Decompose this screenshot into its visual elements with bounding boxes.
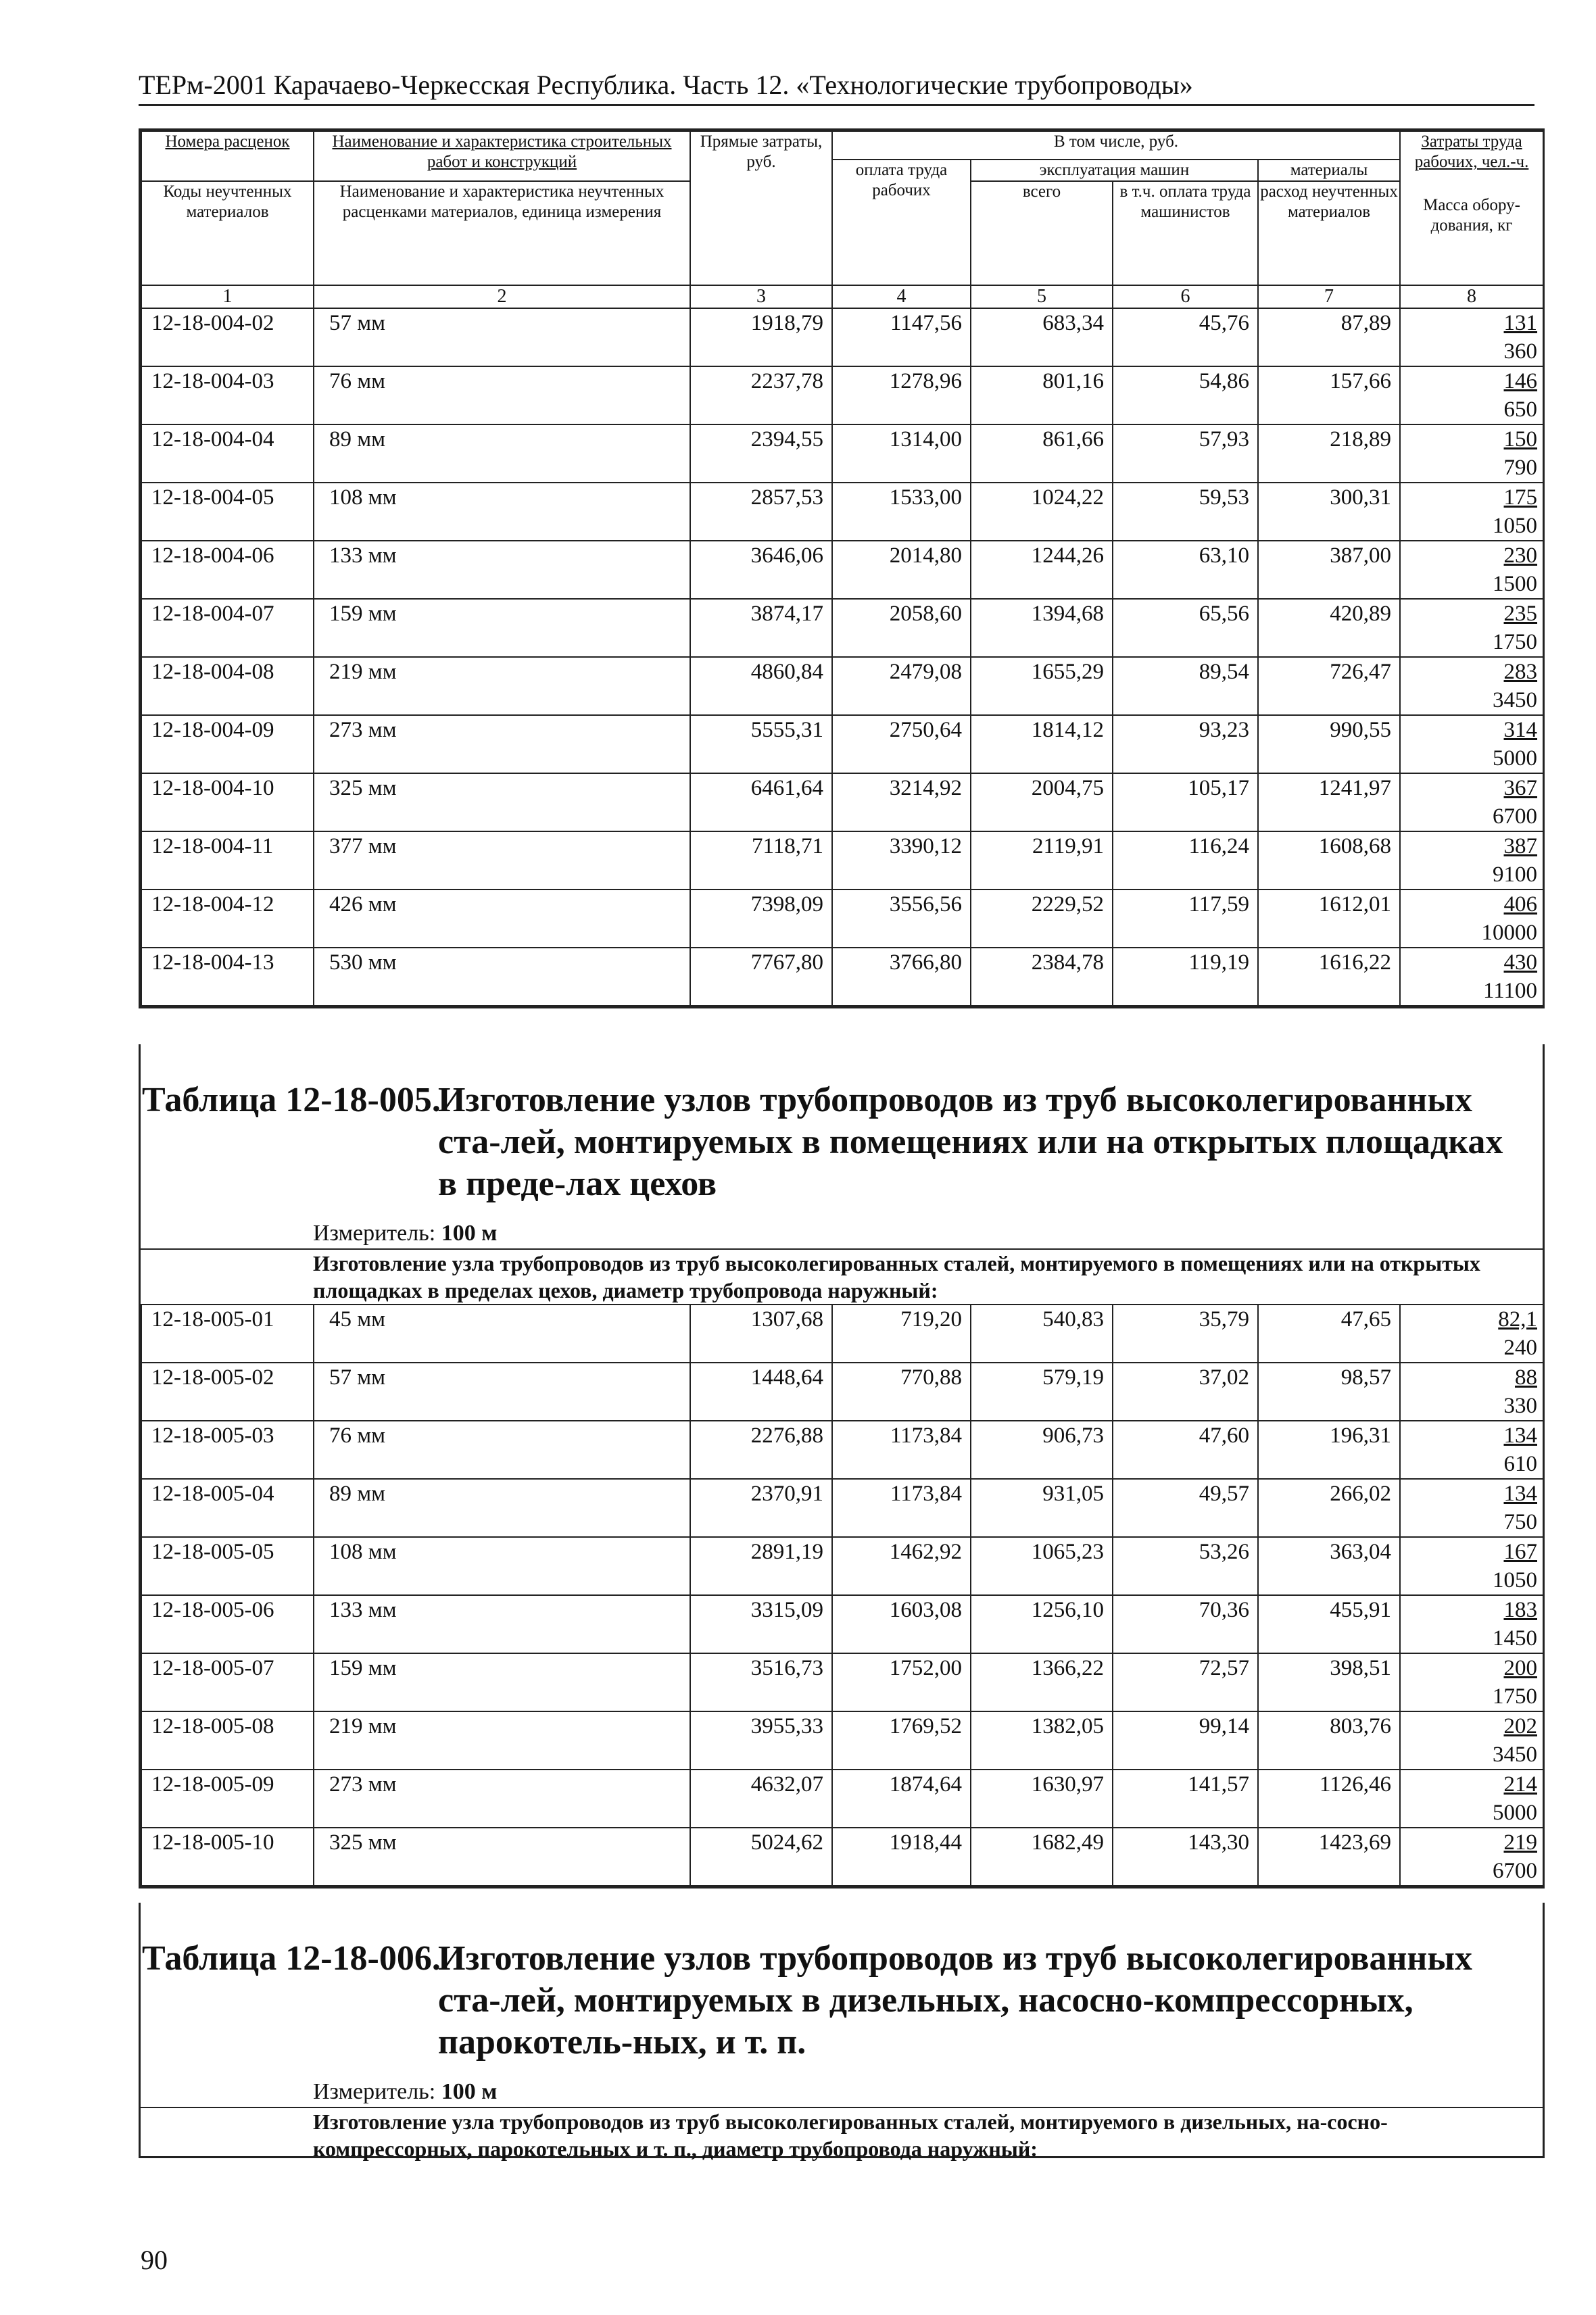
item-name: 76 мм [314, 366, 690, 424]
labor-mass-cell [1400, 599, 1543, 657]
item-name: 530 мм [314, 948, 690, 1006]
labor-mass-cell [1400, 424, 1543, 483]
direct-costs-value: 4860,84 [690, 657, 832, 715]
operator-pay-value: 70,36 [1113, 1595, 1258, 1653]
equipment-mass-value: 750 [1503, 1510, 1537, 1534]
labor-pay-value: 2058,60 [832, 599, 971, 657]
labor-mass-cell [1400, 1305, 1543, 1363]
item-name: 57 мм [314, 308, 690, 366]
labor-mass-cell [1400, 1363, 1543, 1421]
machines-total-value: 2119,91 [971, 831, 1113, 890]
rate-code: 12-18-005-03 [141, 1421, 314, 1479]
table-row [141, 948, 1543, 1006]
labor-pay-value: 1533,00 [832, 483, 971, 541]
machines-total-value: 683,34 [971, 308, 1113, 366]
labor-mass-cell [1400, 366, 1543, 424]
machines-total-value: 1256,10 [971, 1595, 1113, 1653]
operator-pay-value: 53,26 [1113, 1537, 1258, 1595]
table-row [141, 657, 1543, 715]
hdr-labor-pay: оплата труда рабочих [832, 160, 971, 285]
labor-hours-value: 150 [1503, 427, 1538, 452]
labor-mass-cell [1400, 1537, 1543, 1595]
machines-total-value: 1630,97 [971, 1770, 1113, 1828]
labor-mass-cell [1400, 1595, 1543, 1653]
labor-hours-value: 235 [1503, 602, 1538, 626]
materials-value: 1608,68 [1258, 831, 1400, 890]
machines-total-value: 1024,22 [971, 483, 1113, 541]
materials-value: 196,31 [1258, 1421, 1400, 1479]
labor-mass-cell [1400, 773, 1543, 831]
equipment-mass-value: 9100 [1493, 862, 1538, 887]
labor-hours-value: 283 [1503, 660, 1538, 684]
operator-pay-value: 116,24 [1113, 831, 1258, 890]
labor-hours-value: 134 [1503, 1423, 1537, 1448]
machines-total-value: 1655,29 [971, 657, 1113, 715]
direct-costs-value: 5024,62 [690, 1828, 832, 1886]
materials-value: 1616,22 [1258, 948, 1400, 1006]
labor-hours-value: 214 [1503, 1772, 1537, 1797]
machines-total-value: 1814,12 [971, 715, 1113, 773]
machines-total-value: 1394,68 [971, 599, 1113, 657]
rate-code: 12-18-005-01 [141, 1305, 314, 1363]
labor-pay-value: 1147,56 [832, 308, 971, 366]
equipment-mass-value: 1050 [1493, 514, 1538, 538]
hdr-materials: материалы [1258, 160, 1400, 181]
item-name: 108 мм [314, 1537, 690, 1595]
measure-label: Измеритель: [313, 1221, 436, 1246]
labor-hours-value: 183 [1503, 1598, 1537, 1622]
direct-costs-value: 3646,06 [690, 541, 832, 599]
labor-mass-cell [1400, 1828, 1543, 1886]
direct-costs-value: 7118,71 [690, 831, 832, 890]
labor-hours-value: 146 [1503, 369, 1538, 393]
item-name: 76 мм [314, 1421, 690, 1479]
materials-value: 726,47 [1258, 657, 1400, 715]
labor-pay-value: 1278,96 [832, 366, 971, 424]
operator-pay-value: 54,86 [1113, 366, 1258, 424]
item-name: 426 мм [314, 890, 690, 948]
operator-pay-value: 57,93 [1113, 424, 1258, 483]
equipment-mass-value: 1750 [1493, 630, 1538, 654]
table-row [141, 1537, 1543, 1595]
hdr-name-materials: Наименование и характеристика неучтенных расценками материалов, единица измерения [314, 181, 690, 285]
item-name: 89 мм [314, 424, 690, 483]
equipment-mass-value: 3450 [1493, 688, 1538, 712]
labor-pay-value: 719,20 [832, 1305, 971, 1363]
equipment-mass-value: 330 [1503, 1394, 1537, 1418]
equipment-mass-value: 1450 [1493, 1626, 1537, 1651]
operator-pay-value: 72,57 [1113, 1653, 1258, 1711]
hdr-labor-costs: Затраты труда рабочих, чел.-ч. [1414, 132, 1529, 171]
operator-pay-value: 143,30 [1113, 1828, 1258, 1886]
rate-code: 12-18-004-08 [141, 657, 314, 715]
rate-code: 12-18-005-09 [141, 1770, 314, 1828]
materials-value: 455,91 [1258, 1595, 1400, 1653]
hdr-equipment-mass: Масса обору-дования, кг [1423, 196, 1520, 235]
table-row [141, 1305, 1543, 1363]
labor-mass-cell [1400, 1653, 1543, 1711]
labor-hours-value: 387 [1503, 834, 1538, 858]
item-name: 273 мм [314, 1770, 690, 1828]
machines-total-value: 2004,75 [971, 773, 1113, 831]
labor-mass-cell [1400, 1421, 1543, 1479]
direct-costs-value: 3955,33 [690, 1711, 832, 1770]
labor-mass-cell [1400, 657, 1543, 715]
rate-code: 12-18-004-05 [141, 483, 314, 541]
item-name: 57 мм [314, 1363, 690, 1421]
machines-total-value: 906,73 [971, 1421, 1113, 1479]
direct-costs-value: 3315,09 [690, 1595, 832, 1653]
labor-hours-value: 200 [1503, 1656, 1537, 1680]
column-number: 8 [1400, 285, 1543, 308]
rate-code: 12-18-005-07 [141, 1653, 314, 1711]
operator-pay-value: 99,14 [1113, 1711, 1258, 1770]
table-row [141, 424, 1543, 483]
equipment-mass-value: 3450 [1493, 1743, 1537, 1767]
rate-code: 12-18-004-02 [141, 308, 314, 366]
labor-pay-value: 3390,12 [832, 831, 971, 890]
labor-pay-value: 1769,52 [832, 1711, 971, 1770]
machines-total-value: 801,16 [971, 366, 1113, 424]
labor-pay-value: 1752,00 [832, 1653, 971, 1711]
machines-total-value: 1682,49 [971, 1828, 1113, 1886]
table-12-18-005 [139, 1304, 1545, 1888]
labor-pay-value: 1603,08 [832, 1595, 971, 1653]
table-row [141, 308, 1543, 366]
table-number: Таблица 12-18-005. [142, 1081, 441, 1119]
column-number: 4 [832, 285, 971, 308]
table-row [141, 890, 1543, 948]
materials-value: 363,04 [1258, 1537, 1400, 1595]
labor-mass-cell [1400, 1770, 1543, 1828]
materials-value: 157,66 [1258, 366, 1400, 424]
equipment-mass-value: 610 [1503, 1452, 1537, 1476]
table-row [141, 1479, 1543, 1537]
running-header: ТЕРм-2001 Карачаево-Черкесская Республика. Часть 12. «Технологические трубопроводы» [139, 70, 1193, 100]
labor-hours-value: 202 [1503, 1714, 1537, 1738]
operator-pay-value: 105,17 [1113, 773, 1258, 831]
hdr-unaccounted-materials: расход неучтенных материалов [1258, 181, 1400, 285]
hdr-direct-costs: Прямые затраты, руб. [690, 131, 832, 285]
hdr-total: всего [971, 181, 1113, 285]
table-12-18-004 [139, 128, 1545, 1008]
labor-mass-cell [1400, 715, 1543, 773]
item-name: 89 мм [314, 1479, 690, 1537]
direct-costs-value: 1918,79 [690, 308, 832, 366]
rate-code: 12-18-005-06 [141, 1595, 314, 1653]
rate-code: 12-18-005-02 [141, 1363, 314, 1421]
labor-pay-value: 2014,80 [832, 541, 971, 599]
materials-value: 300,31 [1258, 483, 1400, 541]
labor-hours-value: 167 [1503, 1540, 1537, 1564]
table-row [141, 1595, 1543, 1653]
hdr-codes: Коды неучтенных материалов [141, 181, 314, 285]
table-row [141, 1421, 1543, 1479]
rate-code: 12-18-004-11 [141, 831, 314, 890]
labor-hours-value: 430 [1503, 950, 1538, 975]
materials-value: 1423,69 [1258, 1828, 1400, 1886]
materials-value: 1241,97 [1258, 773, 1400, 831]
table-title [141, 1938, 1543, 2064]
rate-code: 12-18-005-10 [141, 1828, 314, 1886]
labor-pay-value: 2479,08 [832, 657, 971, 715]
materials-value: 990,55 [1258, 715, 1400, 773]
item-name: 377 мм [314, 831, 690, 890]
hdr-labor-mass [1400, 131, 1543, 285]
rate-code: 12-18-004-12 [141, 890, 314, 948]
equipment-mass-value: 790 [1503, 456, 1538, 480]
labor-mass-cell [1400, 541, 1543, 599]
materials-value: 803,76 [1258, 1711, 1400, 1770]
operator-pay-value: 65,56 [1113, 599, 1258, 657]
labor-hours-value: 131 [1503, 311, 1538, 335]
labor-hours-value: 82,1 [1498, 1307, 1537, 1332]
table-row [141, 1711, 1543, 1770]
equipment-mass-value: 6700 [1493, 804, 1538, 829]
operator-pay-value: 93,23 [1113, 715, 1258, 773]
measure-value: 100 м [441, 1221, 498, 1246]
direct-costs-value: 1448,64 [690, 1363, 832, 1421]
operator-pay-value: 141,57 [1113, 1770, 1258, 1828]
table-row [141, 1828, 1543, 1886]
operator-pay-value: 47,60 [1113, 1421, 1258, 1479]
item-name: 45 мм [314, 1305, 690, 1363]
equipment-mass-value: 6700 [1493, 1859, 1537, 1883]
materials-value: 98,57 [1258, 1363, 1400, 1421]
table-row [141, 599, 1543, 657]
table-number: Таблица 12-18-006. [142, 1939, 441, 1978]
item-name: 273 мм [314, 715, 690, 773]
equipment-mass-value: 360 [1503, 339, 1538, 364]
machines-total-value: 540,83 [971, 1305, 1113, 1363]
rate-code: 12-18-004-03 [141, 366, 314, 424]
labor-mass-cell [1400, 1711, 1543, 1770]
labor-mass-cell [1400, 948, 1543, 1006]
equipment-mass-value: 650 [1503, 397, 1538, 422]
direct-costs-value: 2394,55 [690, 424, 832, 483]
item-name: 159 мм [314, 599, 690, 657]
labor-hours-value: 175 [1503, 485, 1538, 510]
materials-value: 1612,01 [1258, 890, 1400, 948]
labor-pay-value: 3766,80 [832, 948, 971, 1006]
header-rule [139, 104, 1534, 106]
column-number: 1 [141, 285, 314, 308]
table-heading: Изготовление узлов трубопроводов из труб высоколегированных ста-лей, монтируемых в дизельных, насосно-компрессорных, парокотель-ных, и т. п. [438, 1939, 1472, 2062]
column-numbers-row [141, 285, 1543, 308]
materials-value: 87,89 [1258, 308, 1400, 366]
labor-mass-cell [1400, 1479, 1543, 1537]
operator-pay-value: 49,57 [1113, 1479, 1258, 1537]
measure-label: Измеритель: [313, 2079, 436, 2104]
measure-line [141, 2077, 1543, 2107]
direct-costs-value: 4632,07 [690, 1770, 832, 1828]
table-row [141, 1770, 1543, 1828]
rate-code: 12-18-004-06 [141, 541, 314, 599]
materials-value: 218,89 [1258, 424, 1400, 483]
labor-pay-value: 1874,64 [832, 1770, 971, 1828]
machines-total-value: 931,05 [971, 1479, 1113, 1537]
item-name: 219 мм [314, 1711, 690, 1770]
labor-mass-cell [1400, 308, 1543, 366]
machines-total-value: 1382,05 [971, 1711, 1113, 1770]
rate-code: 12-18-004-04 [141, 424, 314, 483]
direct-costs-value: 2276,88 [690, 1421, 832, 1479]
machines-total-value: 1244,26 [971, 541, 1113, 599]
direct-costs-value: 7767,80 [690, 948, 832, 1006]
labor-pay-value: 1314,00 [832, 424, 971, 483]
item-name: 133 мм [314, 541, 690, 599]
labor-pay-value: 1173,84 [832, 1421, 971, 1479]
operator-pay-value: 119,19 [1113, 948, 1258, 1006]
operator-pay-value: 35,79 [1113, 1305, 1258, 1363]
direct-costs-value: 2237,78 [690, 366, 832, 424]
direct-costs-value: 3516,73 [690, 1653, 832, 1711]
rate-code: 12-18-004-07 [141, 599, 314, 657]
direct-costs-value: 3874,17 [690, 599, 832, 657]
table-subheading: Изготовление узла трубопроводов из труб высоколегированных сталей, монтируемого в дизельных, на-сосно-компрессорных, парокотельных и т. п., диаметр трубопровода наружный: [141, 2107, 1543, 2162]
rate-code: 12-18-004-10 [141, 773, 314, 831]
hdr-machines: эксплуатация машин [971, 160, 1258, 181]
machines-total-value: 2384,78 [971, 948, 1113, 1006]
table-title [141, 1079, 1543, 1205]
direct-costs-value: 5555,31 [690, 715, 832, 773]
item-name: 325 мм [314, 1828, 690, 1886]
table-subheading: Изготовление узла трубопроводов из труб высоколегированных сталей, монтируемого в помещениях или на открытых площадках в пределах цехов, диаметр трубопровода наружный: [141, 1248, 1543, 1304]
labor-hours-value: 314 [1503, 718, 1538, 742]
operator-pay-value: 89,54 [1113, 657, 1258, 715]
measure-line [141, 1219, 1543, 1248]
labor-mass-cell [1400, 831, 1543, 890]
rate-code: 12-18-004-13 [141, 948, 314, 1006]
equipment-mass-value: 10000 [1481, 921, 1538, 945]
rate-code: 12-18-005-08 [141, 1711, 314, 1770]
table-row [141, 831, 1543, 890]
measure-value: 100 м [441, 2079, 498, 2104]
column-number: 3 [690, 285, 832, 308]
labor-hours-value: 406 [1503, 892, 1538, 917]
labor-hours-value: 134 [1503, 1482, 1537, 1506]
table-row [141, 715, 1543, 773]
hdr-incl-operator: в т.ч. оплата труда машинистов [1113, 181, 1258, 285]
item-name: 133 мм [314, 1595, 690, 1653]
table-row [141, 483, 1543, 541]
labor-pay-value: 1462,92 [832, 1537, 971, 1595]
rate-code: 12-18-005-04 [141, 1479, 314, 1537]
equipment-mass-value: 11100 [1482, 979, 1538, 1003]
hdr-rate-numbers: Номера расценок [141, 131, 314, 181]
hdr-name-works: Наименование и характеристика строительных работ и конструкций [314, 131, 690, 181]
direct-costs-value: 6461,64 [690, 773, 832, 831]
column-number: 7 [1258, 285, 1400, 308]
labor-pay-value: 1918,44 [832, 1828, 971, 1886]
page-number: 90 [141, 2245, 168, 2275]
direct-costs-value: 2857,53 [690, 483, 832, 541]
equipment-mass-value: 1050 [1493, 1568, 1537, 1592]
equipment-mass-value: 240 [1503, 1336, 1537, 1360]
labor-mass-cell [1400, 890, 1543, 948]
machines-total-value: 2229,52 [971, 890, 1113, 948]
labor-pay-value: 1173,84 [832, 1479, 971, 1537]
table-row [141, 366, 1543, 424]
equipment-mass-value: 5000 [1493, 1801, 1537, 1825]
equipment-mass-value: 1750 [1493, 1684, 1537, 1709]
item-name: 219 мм [314, 657, 690, 715]
operator-pay-value: 59,53 [1113, 483, 1258, 541]
labor-hours-value: 219 [1503, 1830, 1537, 1855]
table-row [141, 773, 1543, 831]
machines-total-value: 1366,22 [971, 1653, 1113, 1711]
item-name: 159 мм [314, 1653, 690, 1711]
machines-total-value: 861,66 [971, 424, 1113, 483]
labor-hours-value: 367 [1503, 776, 1538, 800]
column-number: 6 [1113, 285, 1258, 308]
equipment-mass-value: 5000 [1493, 746, 1538, 771]
labor-pay-value: 2750,64 [832, 715, 971, 773]
item-name: 325 мм [314, 773, 690, 831]
table-12-18-006-title-block [139, 1903, 1545, 2161]
column-number: 5 [971, 285, 1113, 308]
machines-total-value: 1065,23 [971, 1537, 1113, 1595]
operator-pay-value: 45,76 [1113, 308, 1258, 366]
materials-value: 398,51 [1258, 1653, 1400, 1711]
table-row [141, 1653, 1543, 1711]
materials-value: 1126,46 [1258, 1770, 1400, 1828]
direct-costs-value: 7398,09 [690, 890, 832, 948]
direct-costs-value: 2370,91 [690, 1479, 832, 1537]
table-12-18-005-title-block [139, 1044, 1545, 1304]
operator-pay-value: 117,59 [1113, 890, 1258, 948]
labor-hours-value: 88 [1515, 1365, 1537, 1390]
rate-code: 12-18-004-09 [141, 715, 314, 773]
materials-value: 266,02 [1258, 1479, 1400, 1537]
item-name: 108 мм [314, 483, 690, 541]
table-row [141, 1363, 1543, 1421]
rate-code: 12-18-005-05 [141, 1537, 314, 1595]
materials-value: 387,00 [1258, 541, 1400, 599]
materials-value: 47,65 [1258, 1305, 1400, 1363]
materials-value: 420,89 [1258, 599, 1400, 657]
labor-pay-value: 3214,92 [832, 773, 971, 831]
machines-total-value: 579,19 [971, 1363, 1113, 1421]
hdr-including: В том числе, руб. [832, 131, 1400, 160]
labor-hours-value: 230 [1503, 543, 1538, 568]
column-number: 2 [314, 285, 690, 308]
table-row [141, 541, 1543, 599]
labor-pay-value: 3556,56 [832, 890, 971, 948]
direct-costs-value: 2891,19 [690, 1537, 832, 1595]
table-heading: Изготовление узлов трубопроводов из труб высоколегированных ста-лей, монтируемых в помещениях или на открытых площадках в преде-лах цехов [438, 1081, 1503, 1203]
operator-pay-value: 37,02 [1113, 1363, 1258, 1421]
operator-pay-value: 63,10 [1113, 541, 1258, 599]
direct-costs-value: 1307,68 [690, 1305, 832, 1363]
equipment-mass-value: 1500 [1493, 572, 1538, 596]
labor-pay-value: 770,88 [832, 1363, 971, 1421]
labor-mass-cell [1400, 483, 1543, 541]
